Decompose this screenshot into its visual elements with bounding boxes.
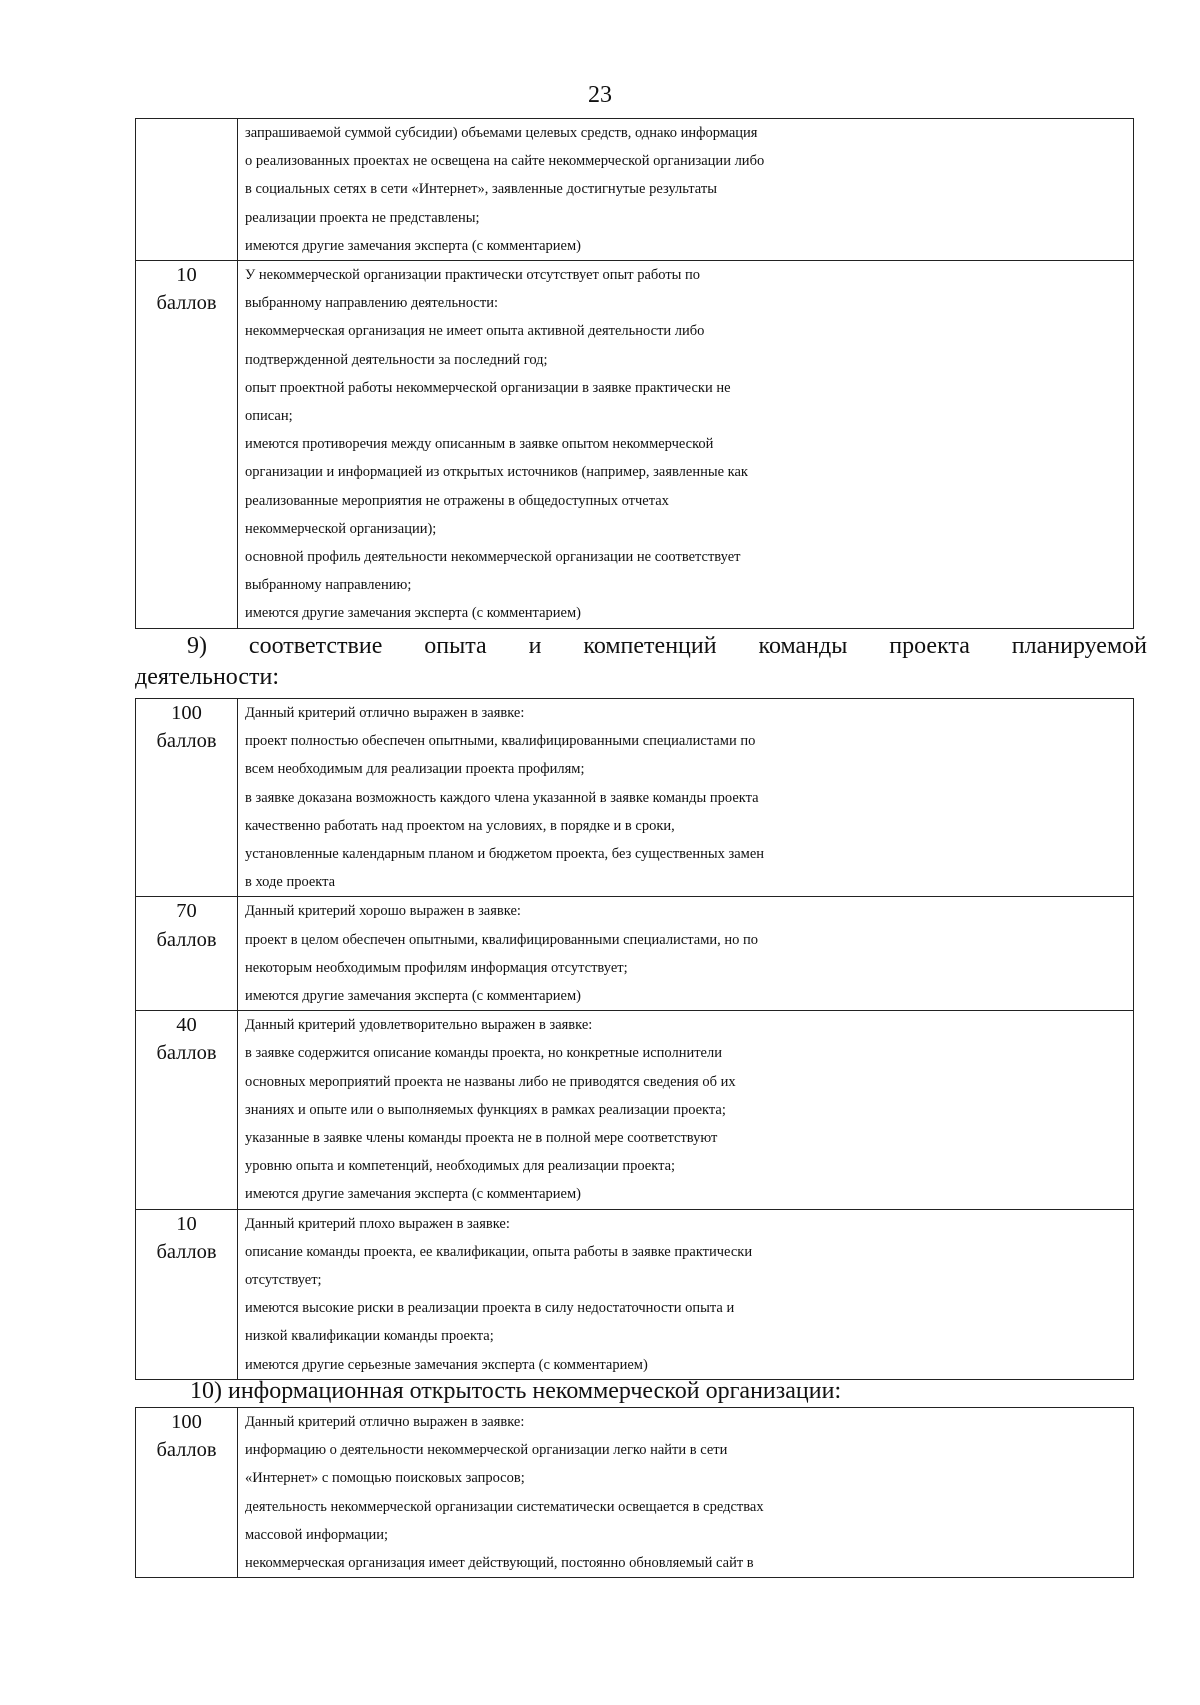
criteria-row (136, 119, 1134, 261)
description-line: некоммерческой организации); (245, 520, 437, 537)
description-line: информацию о деятельности некоммерческой организации легко найти в сети (245, 1442, 728, 1459)
score-value: 100 (171, 1411, 202, 1433)
description-line: организации и информацией из открытых источников (например, заявленные как (245, 464, 748, 481)
description-line: Данный критерий отлично выражен в заявке: (245, 705, 525, 721)
score-value: 10 (176, 264, 197, 287)
description-line: отсутствует; (245, 1272, 322, 1289)
description-line: основной профиль деятельности некоммерческой организации не соответствует (245, 549, 741, 566)
description-line: реализованные мероприятия не отражены в общедоступных отчетах (245, 492, 669, 509)
description-line: о реализованных проектах не освещена на сайте некоммерческой организации либо (245, 153, 765, 170)
description-line: некоммерческая организация имеет действующий, постоянно обновляемый сайт в (245, 1555, 754, 1572)
description-line: в заявке доказана возможность каждого члена указанной в заявке команды проекта (245, 789, 759, 806)
description-line: проект в целом обеспечен опытными, квалифицированными специалистами, но по (245, 931, 759, 948)
description-cell (238, 699, 1134, 897)
description-line: имеются другие замечания эксперта (с комментарием) (245, 605, 581, 622)
score-unit: баллов (156, 730, 217, 753)
description-line: запрашиваемой суммой субсидии) объемами целевых средств, однако информация (245, 125, 758, 141)
description-cell (238, 1408, 1134, 1578)
criteria-table-section-9 (135, 698, 1134, 1380)
section-9-heading-cont: деятельности: (135, 664, 280, 690)
description-cell (238, 897, 1134, 1011)
criteria-table-section-10 (135, 1407, 1134, 1578)
criteria-row (136, 699, 1134, 897)
description-line: основных мероприятий проекта не названы либо не приводятся сведения об их (245, 1073, 736, 1090)
criteria-table-continuation (135, 118, 1134, 629)
description-line: выбранному направлению; (245, 577, 412, 594)
description-line: имеются другие замечания эксперта (с комментарием) (245, 237, 581, 254)
description-line: имеются другие серьезные замечания эксперта (с комментарием) (245, 1356, 648, 1373)
description-line: описан; (245, 408, 293, 425)
description-line: всем необходимым для реализации проекта профилям; (245, 761, 585, 778)
description-line: Данный критерий отлично выражен в заявке: (245, 1414, 525, 1430)
description-line: деятельность некоммерческой организации систематически освещается в средствах (245, 1498, 764, 1515)
description-line: реализации проекта не представлены; (245, 209, 480, 226)
description-line: «Интернет» с помощью поисковых запросов; (245, 1470, 525, 1487)
description-line: имеются другие замечания эксперта (с комментарием) (245, 988, 581, 1005)
score-cell (136, 1011, 238, 1209)
score-value: 40 (176, 1014, 197, 1037)
description-line: некоторым необходимым профилям информация отсутствует; (245, 959, 628, 976)
description-line: в социальных сетях в сети «Интернет», заявленные достигнутые результаты (245, 181, 717, 198)
score-cell (136, 1209, 238, 1379)
criteria-row (136, 1011, 1134, 1209)
section-10-heading: 10) информационная открытость некоммерческой организации: (190, 1378, 842, 1404)
page-number: 23 (588, 82, 612, 108)
criteria-row (136, 1209, 1134, 1379)
description-cell (238, 261, 1134, 629)
description-line: выбранному направлению деятельности: (245, 295, 498, 312)
description-line: установленные календарным планом и бюджетом проекта, без существенных замен (245, 846, 765, 863)
description-line: массовой информации; (245, 1526, 389, 1543)
description-line: Данный критерий плохо выражен в заявке: (245, 1215, 510, 1232)
score-value: 100 (171, 702, 202, 724)
score-cell (136, 1408, 238, 1578)
criteria-row (136, 1408, 1134, 1578)
criteria-row (136, 897, 1134, 1011)
description-line: Данный критерий хорошо выражен в заявке: (245, 903, 521, 920)
score-value: 10 (176, 1212, 197, 1235)
description-line: проект полностью обеспечен опытными, квалифицированными специалистами по (245, 733, 756, 750)
description-line: описание команды проекта, ее квалификации, опыта работы в заявке практически (245, 1243, 753, 1260)
description-line: качественно работать над проектом на условиях, в порядке и в сроки, (245, 817, 675, 834)
description-line: У некоммерческой организации практически отсутствует опыт работы по (245, 267, 701, 284)
description-line: уровню опыта и компетенций, необходимых для реализации проекта; (245, 1158, 676, 1175)
section-9-heading: 9) соответствие опыта и компетенций команды проекта планируемой (187, 633, 1147, 659)
score-cell (136, 119, 238, 261)
description-cell (238, 119, 1134, 261)
score-unit: баллов (156, 1240, 217, 1263)
score-cell (136, 699, 238, 897)
score-unit: баллов (156, 292, 217, 315)
description-line: Данный критерий удовлетворительно выражен в заявке: (245, 1017, 593, 1034)
description-line: в ходе проекта (245, 874, 336, 891)
score-unit: баллов (156, 928, 217, 951)
description-line: подтвержденной деятельности за последний год; (245, 351, 548, 368)
description-line: имеются высокие риски в реализации проекта в силу недостаточности опыта и (245, 1300, 735, 1317)
description-line: низкой квалификации команды проекта; (245, 1328, 494, 1345)
criteria-row (136, 261, 1134, 629)
description-line: имеются другие замечания эксперта (с комментарием) (245, 1186, 581, 1203)
score-unit: баллов (156, 1439, 217, 1462)
score-unit: баллов (156, 1042, 217, 1065)
description-cell (238, 1209, 1134, 1379)
description-line: некоммерческая организация не имеет опыта активной деятельности либо (245, 323, 705, 340)
description-line: имеются противоречия между описанным в заявке опытом некоммерческой (245, 436, 714, 453)
description-line: знаниях и опыте или о выполняемых функциях в рамках реализации проекта; (245, 1101, 726, 1118)
description-line: указанные в заявке члены команды проекта не в полной мере соответствуют (245, 1130, 718, 1147)
score-cell (136, 261, 238, 629)
description-line: опыт проектной работы некоммерческой организации в заявке практически не (245, 379, 731, 396)
score-cell (136, 897, 238, 1011)
score-value: 70 (176, 900, 197, 923)
description-cell (238, 1011, 1134, 1209)
description-line: в заявке содержится описание команды проекта, но конкретные исполнители (245, 1045, 722, 1062)
